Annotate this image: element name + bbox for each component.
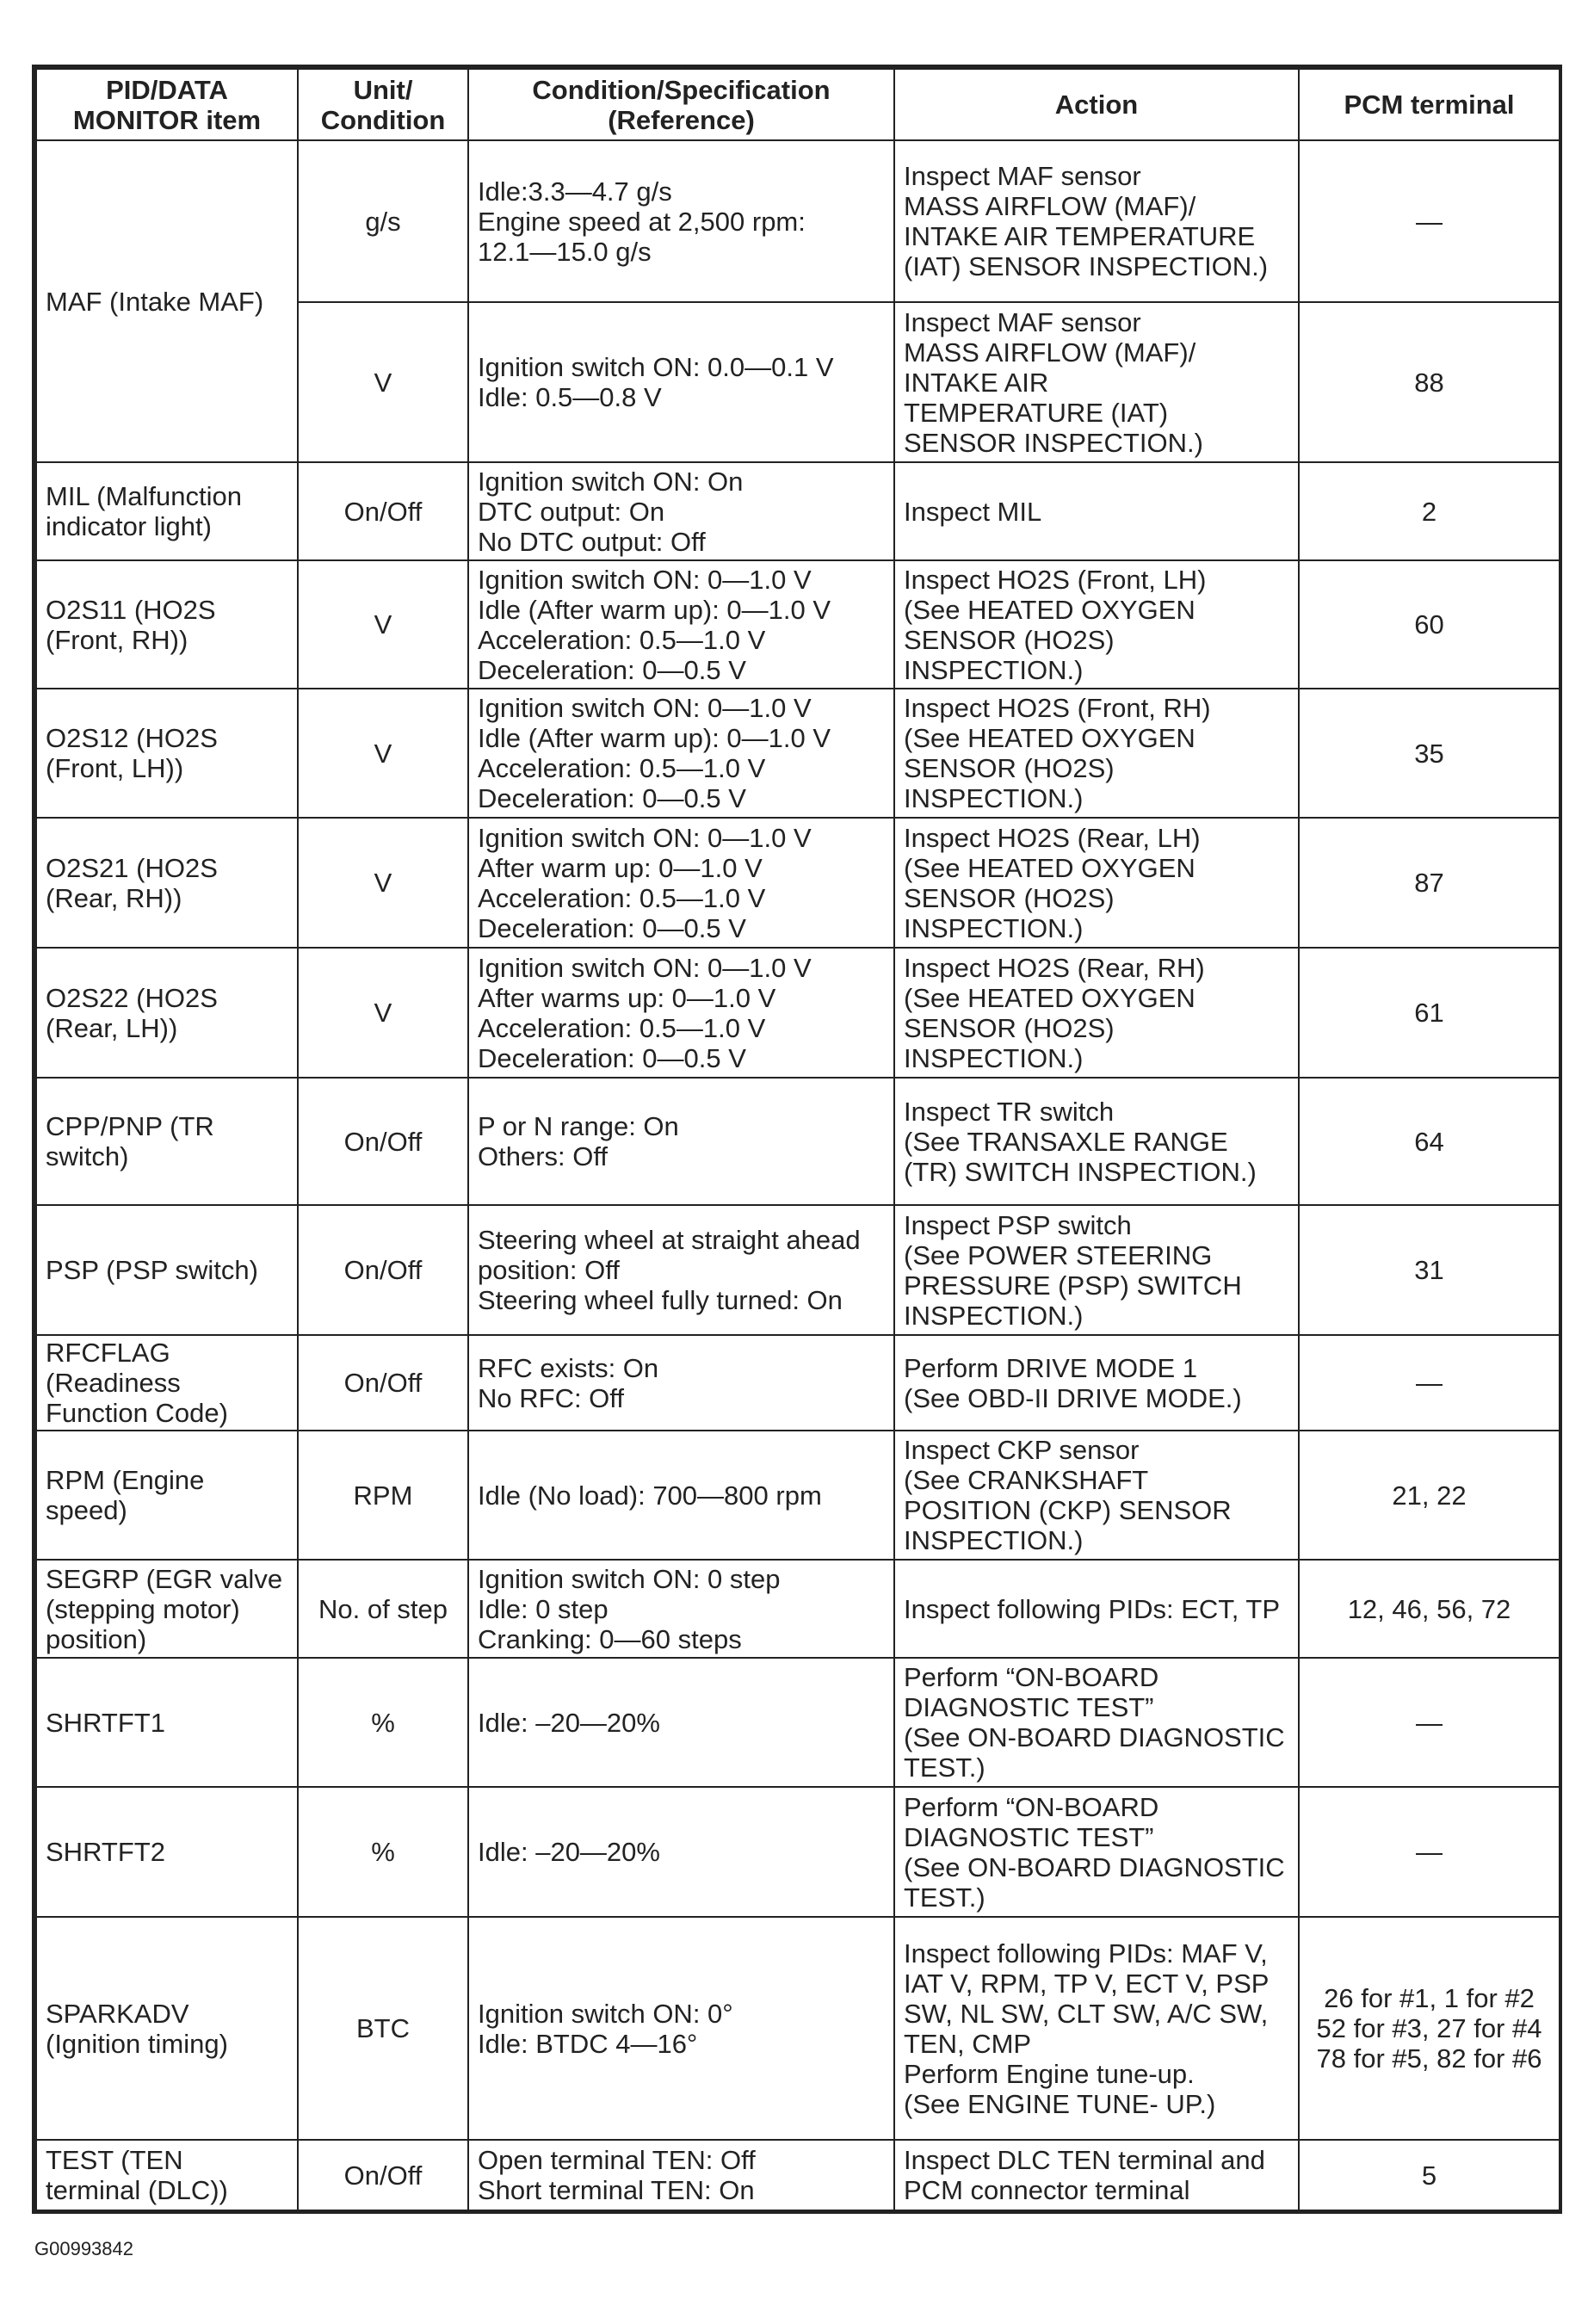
pcm-terminal-cell: 87 <box>1299 818 1560 948</box>
item-cell: O2S11 (HO2S (Front, RH)) <box>36 560 298 689</box>
pcm-terminal-cell: 61 <box>1299 948 1560 1078</box>
action-cell: Inspect PSP switch (See POWER STEERING PRESSURE (PSP) SWITCH INSPECTION.) <box>894 1205 1299 1335</box>
table-row <box>36 2140 1560 2210</box>
item-cell: MAF (Intake MAF) <box>36 140 298 462</box>
table-row <box>36 140 1560 302</box>
action-cell: Inspect HO2S (Rear, LH) (See HEATED OXYGEN SENSOR (HO2S) INSPECTION.) <box>894 818 1299 948</box>
pcm-terminal-cell: — <box>1299 140 1560 302</box>
unit-cell: On/Off <box>298 1335 468 1431</box>
header-row <box>36 69 1560 140</box>
unit-cell: % <box>298 1787 468 1917</box>
table-row <box>36 948 1560 1078</box>
pcm-terminal-cell: 21, 22 <box>1299 1431 1560 1560</box>
action-cell: Inspect TR switch (See TRANSAXLE RANGE (TR) SWITCH INSPECTION.) <box>894 1078 1299 1205</box>
action-cell: Perform “ON-BOARD DIAGNOSTIC TEST” (See ON-BOARD DIAGNOSTIC TEST.) <box>894 1787 1299 1917</box>
action-cell: Inspect HO2S (Front, RH) (See HEATED OXYGEN SENSOR (HO2S) INSPECTION.) <box>894 689 1299 818</box>
condition-cell: Idle: –20—20% <box>468 1787 894 1917</box>
header-condition: Condition/Specification (Reference) <box>468 69 894 140</box>
condition-cell: Idle: –20—20% <box>468 1658 894 1787</box>
condition-cell: RFC exists: On No RFC: Off <box>468 1335 894 1431</box>
item-cell: O2S22 (HO2S (Rear, LH)) <box>36 948 298 1078</box>
table-row <box>36 1205 1560 1335</box>
item-cell: SEGRP (EGR valve (stepping motor) position) <box>36 1560 298 1658</box>
unit-cell: On/Off <box>298 1205 468 1335</box>
header-unit: Unit/ Condition <box>298 69 468 140</box>
unit-cell: V <box>298 818 468 948</box>
item-cell: SHRTFT2 <box>36 1787 298 1917</box>
table-row <box>36 689 1560 818</box>
unit-cell: RPM <box>298 1431 468 1560</box>
pcm-terminal-cell: 60 <box>1299 560 1560 689</box>
pcm-terminal-cell: 31 <box>1299 1205 1560 1335</box>
table-row <box>36 560 1560 689</box>
action-cell: Inspect HO2S (Front, LH) (See HEATED OXYGEN SENSOR (HO2S) INSPECTION.) <box>894 560 1299 689</box>
action-cell: Inspect CKP sensor (See CRANKSHAFT POSITION (CKP) SENSOR INSPECTION.) <box>894 1431 1299 1560</box>
pcm-terminal-cell: 12, 46, 56, 72 <box>1299 1560 1560 1658</box>
item-cell: O2S21 (HO2S (Rear, RH)) <box>36 818 298 948</box>
condition-cell: Steering wheel at straight ahead position: Off Steering wheel fully turned: On <box>468 1205 894 1335</box>
condition-cell: Ignition switch ON: 0—1.0 V Idle (After warm up): 0—1.0 V Acceleration: 0.5—1.0 V Deceleration: 0—0.5 V <box>468 689 894 818</box>
table-row <box>36 1787 1560 1917</box>
action-cell: Perform DRIVE MODE 1 (See OBD-II DRIVE MODE.) <box>894 1335 1299 1431</box>
condition-cell: Ignition switch ON: 0° Idle: BTDC 4—16° <box>468 1917 894 2140</box>
pcm-terminal-cell: 64 <box>1299 1078 1560 1205</box>
table-row <box>36 1917 1560 2140</box>
header-pcm-terminal: PCM terminal <box>1299 69 1560 140</box>
pcm-terminal-cell: 88 <box>1299 302 1560 462</box>
item-cell: PSP (PSP switch) <box>36 1205 298 1335</box>
table-row <box>36 1560 1560 1658</box>
action-cell: Inspect MIL <box>894 462 1299 560</box>
item-cell: O2S12 (HO2S (Front, LH)) <box>36 689 298 818</box>
action-cell: Inspect HO2S (Rear, RH) (See HEATED OXYGEN SENSOR (HO2S) INSPECTION.) <box>894 948 1299 1078</box>
item-cell: CPP/PNP (TR switch) <box>36 1078 298 1205</box>
header-action: Action <box>894 69 1299 140</box>
header-item: PID/DATA MONITOR item <box>36 69 298 140</box>
action-cell: Inspect following PIDs: MAF V, IAT V, RPM, TP V, ECT V, PSP SW, NL SW, CLT SW, A/C SW, TEN, CMP Perform Engine tune-up. (See ENGINE TUNE- UP.) <box>894 1917 1299 2140</box>
table-row <box>36 818 1560 948</box>
pcm-terminal-cell: — <box>1299 1658 1560 1787</box>
action-cell: Inspect following PIDs: ECT, TP <box>894 1560 1299 1658</box>
table-row <box>36 1431 1560 1560</box>
action-cell: Inspect DLC TEN terminal and PCM connector terminal <box>894 2140 1299 2210</box>
unit-cell: No. of step <box>298 1560 468 1658</box>
condition-cell: Ignition switch ON: 0.0—0.1 V Idle: 0.5—0.8 V <box>468 302 894 462</box>
unit-cell: On/Off <box>298 1078 468 1205</box>
table-row <box>36 1335 1560 1431</box>
table-row <box>36 462 1560 560</box>
action-cell: Inspect MAF sensor MASS AIRFLOW (MAF)/ INTAKE AIR TEMPERATURE (IAT) SENSOR INSPECTION.) <box>894 140 1299 302</box>
pcm-terminal-cell: — <box>1299 1787 1560 1917</box>
pid-monitor-table <box>35 68 1560 2211</box>
condition-cell: Ignition switch ON: 0—1.0 V Idle (After warm up): 0—1.0 V Acceleration: 0.5—1.0 V Deceleration: 0—0.5 V <box>468 560 894 689</box>
item-cell: TEST (TEN terminal (DLC)) <box>36 2140 298 2210</box>
pid-monitor-table-frame <box>32 65 1562 2214</box>
table-row <box>36 1658 1560 1787</box>
condition-cell: Ignition switch ON: On DTC output: On No DTC output: Off <box>468 462 894 560</box>
pcm-terminal-cell: 26 for #1, 1 for #2 52 for #3, 27 for #4 78 for #5, 82 for #6 <box>1299 1917 1560 2140</box>
unit-cell: V <box>298 948 468 1078</box>
unit-cell: On/Off <box>298 2140 468 2210</box>
action-cell: Inspect MAF sensor MASS AIRFLOW (MAF)/ INTAKE AIR TEMPERATURE (IAT) SENSOR INSPECTION.) <box>894 302 1299 462</box>
unit-cell: V <box>298 560 468 689</box>
item-cell: MIL (Malfunction indicator light) <box>36 462 298 560</box>
item-cell: SHRTFT1 <box>36 1658 298 1787</box>
action-cell: Perform “ON-BOARD DIAGNOSTIC TEST” (See ON-BOARD DIAGNOSTIC TEST.) <box>894 1658 1299 1787</box>
unit-cell: % <box>298 1658 468 1787</box>
item-cell: RFCFLAG (Readiness Function Code) <box>36 1335 298 1431</box>
condition-cell: P or N range: On Others: Off <box>468 1078 894 1205</box>
unit-cell: On/Off <box>298 462 468 560</box>
condition-cell: Ignition switch ON: 0—1.0 V After warm up: 0—1.0 V Acceleration: 0.5—1.0 V Deceleration: 0—0.5 V <box>468 818 894 948</box>
pcm-terminal-cell: 5 <box>1299 2140 1560 2210</box>
pcm-terminal-cell: 2 <box>1299 462 1560 560</box>
unit-cell: V <box>298 689 468 818</box>
pcm-terminal-cell: 35 <box>1299 689 1560 818</box>
condition-cell: Open terminal TEN: Off Short terminal TEN: On <box>468 2140 894 2210</box>
condition-cell: Ignition switch ON: 0 step Idle: 0 step Cranking: 0—60 steps <box>468 1560 894 1658</box>
condition-cell: Ignition switch ON: 0—1.0 V After warms up: 0—1.0 V Acceleration: 0.5—1.0 V Deceleration: 0—0.5 V <box>468 948 894 1078</box>
pcm-terminal-cell: — <box>1299 1335 1560 1431</box>
item-cell: SPARKADV (Ignition timing) <box>36 1917 298 2140</box>
condition-cell: Idle (No load): 700—800 rpm <box>468 1431 894 1560</box>
figure-code: G00993842 <box>34 2238 133 2259</box>
unit-cell: g/s <box>298 140 468 302</box>
unit-cell: BTC <box>298 1917 468 2140</box>
condition-cell: Idle:3.3—4.7 g/s Engine speed at 2,500 rpm: 12.1—15.0 g/s <box>468 140 894 302</box>
unit-cell: V <box>298 302 468 462</box>
item-cell: RPM (Engine speed) <box>36 1431 298 1560</box>
table-row <box>36 1078 1560 1205</box>
